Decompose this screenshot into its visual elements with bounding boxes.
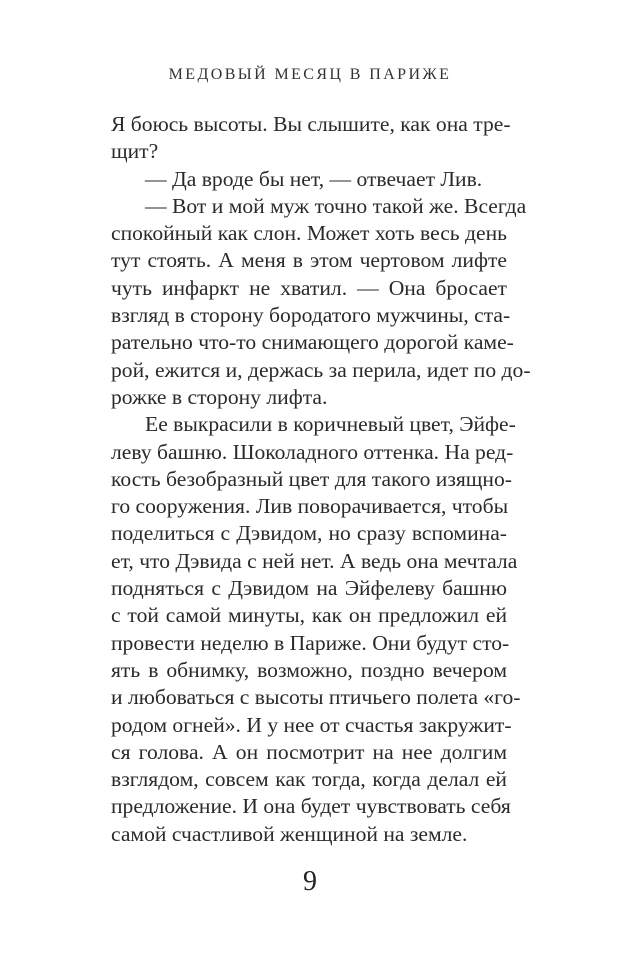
text-line: леву башню. Шоколадного оттенка. На ред- [111, 439, 514, 464]
text-line: кость безобразный цвет для такого изящно- [111, 466, 512, 491]
text-line: — Да вроде бы нет, — отвечает Лив. [145, 166, 483, 191]
text-line: взглядом, совсем как тогда, когда делал ей [111, 767, 507, 792]
running-head: МЕДОВЫЙ МЕСЯЦ В ПАРИЖЕ [168, 66, 452, 83]
text-line: спокойный как слон. Может хоть весь день [111, 221, 507, 246]
text-line: Ее выкрасили в коричневый цвет, Эйфе- [145, 412, 516, 437]
text-line: щит? [111, 139, 159, 164]
text-line: подняться с Дэвидом на Эйфелеву башню [111, 576, 507, 601]
text-line: рой, ежится и, держась за перила, идет по до- [111, 357, 531, 382]
text-line: самой счастливой женщиной на земле. [111, 821, 468, 846]
text-line: рательно что-то снимающего дорогой каме- [111, 330, 514, 355]
text-line: чуть инфаркт не хватил. — Она бросает [111, 275, 507, 300]
text-line: Я боюсь высоты. Вы слышите, как она тре- [111, 112, 511, 136]
text-line: — Вот и мой муж точно такой же. Всегда [145, 193, 527, 218]
text-line: ет, что Дэвида с ней нет. А ведь она мечтала [111, 548, 518, 573]
text-line: провести неделю в Париже. Они будут сто- [111, 630, 510, 655]
text-line: поделиться с Дэвидом, но сразу вспомина- [111, 521, 507, 546]
text-line: рожке в сторону лифта. [111, 384, 328, 409]
text-line: родом огней». И у нее от счастья закружит- [111, 712, 512, 737]
text-line: тут стоять. А меня в этом чертовом лифте [111, 248, 507, 273]
body-text [111, 111, 531, 848]
text-line: ся голова. А он посмотрит на нее долгим [111, 739, 507, 764]
text-line: с той самой минуты, как он предложил ей [111, 603, 507, 628]
text-line: ять в обнимку, возможно, поздно вечером [111, 657, 507, 682]
text-line: предложение. И она будет чувствовать себя [111, 794, 511, 819]
text-line: го сооружения. Лив поворачивается, чтобы [111, 494, 509, 519]
page-number: 9 [303, 866, 317, 897]
text-line: и любоваться с высоты птичьего полета «го- [111, 685, 521, 710]
text-line: взгляд в сторону бородатого мужчины, ста- [111, 303, 511, 328]
